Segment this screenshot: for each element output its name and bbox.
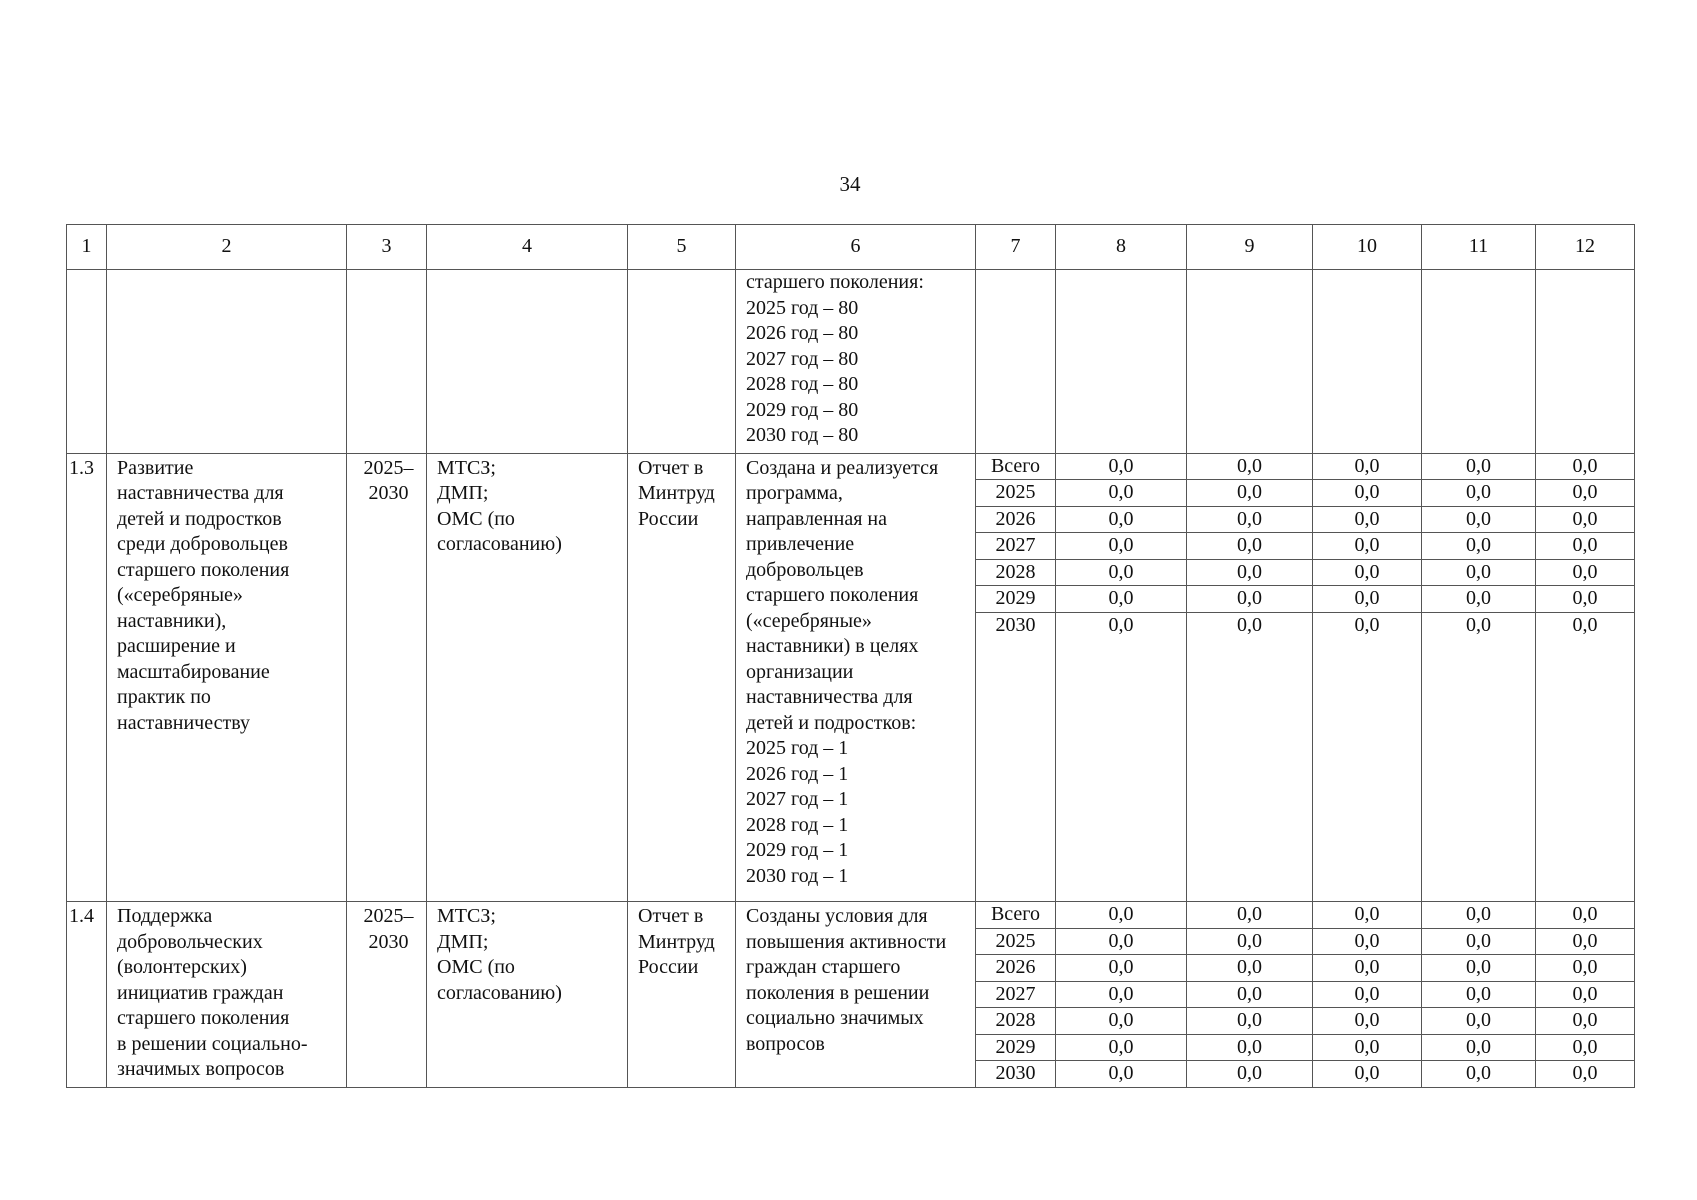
fin-value: 0,0 — [1422, 955, 1535, 982]
activity-name — [107, 902, 346, 1087]
fin-value: 0,0 — [1313, 480, 1421, 507]
executor-line: ДМП; — [437, 930, 489, 953]
fin-value: 0,0 — [1536, 454, 1634, 481]
executor-line: согласованию) — [437, 981, 562, 1004]
fin-values-cell — [1422, 902, 1536, 1088]
fin-value: 0,0 — [1187, 586, 1312, 613]
fin-year: 2025 — [976, 929, 1055, 956]
fin-value: 0,0 — [1422, 454, 1535, 481]
fin-value: 0,0 — [1056, 454, 1186, 481]
result — [736, 902, 975, 1069]
fin-value: 0,0 — [1056, 1008, 1186, 1035]
result-line: социально значимых — [746, 1007, 924, 1029]
continuation-row — [67, 270, 1635, 454]
table-row — [67, 453, 1635, 902]
fin-value: 0,0 — [1536, 586, 1634, 613]
executor-line: МТСЗ; — [437, 905, 496, 927]
fin-values-cell — [1056, 902, 1187, 1088]
fin-value: 0,0 — [1187, 480, 1312, 507]
fin-value: 0,0 — [1466, 1062, 1491, 1084]
fin-year: 2026 — [976, 955, 1055, 982]
report — [628, 454, 735, 537]
name-line: добровольческих — [117, 930, 263, 953]
fin-value: 0,0 — [1536, 1008, 1634, 1035]
report-line: Минтруд — [638, 482, 715, 504]
result-line: 2027 год – 1 — [746, 788, 849, 810]
fin-value: 0,0 — [1536, 1035, 1634, 1062]
fin-value: 0,0 — [1187, 533, 1312, 560]
result-cell — [736, 902, 976, 1088]
fin-values-cell — [1313, 453, 1422, 902]
fin-values-cell — [1536, 902, 1635, 1088]
cont-cell-8 — [1056, 270, 1187, 454]
fin-year: 2026 — [976, 507, 1055, 534]
result-line: 2029 год – 80 — [746, 398, 859, 421]
period-line: 2025– — [363, 905, 414, 927]
result-line: поколения в решении — [746, 981, 930, 1004]
executors-cell — [427, 902, 628, 1088]
fin-value: 0,0 — [1056, 955, 1186, 982]
column-header: 9 — [1187, 225, 1313, 270]
column-header: 2 — [107, 225, 347, 270]
report-line: России — [638, 956, 699, 978]
fin-value: 0,0 — [1536, 480, 1634, 507]
fin-value: 0,0 — [1313, 955, 1421, 982]
fin-value: 0,0 — [1187, 1008, 1312, 1035]
fin-value: 0,0 — [1313, 560, 1421, 587]
column-header: 5 — [628, 225, 736, 270]
fin-value: 0,0 — [1422, 1035, 1535, 1062]
activity-name — [107, 454, 346, 741]
result-line: 2028 год – 1 — [746, 813, 849, 836]
fin-value: 0,0 — [1056, 533, 1186, 560]
fin-value: 0,0 — [1237, 1062, 1262, 1084]
period — [347, 902, 426, 959]
name-line: старшего поколения — [117, 1007, 290, 1029]
fin-value: 0,0 — [1354, 1062, 1380, 1084]
result-line: 2025 год – 80 — [746, 296, 859, 319]
fin-value: 0,0 — [1187, 454, 1312, 481]
period-line: 2025– — [363, 456, 414, 479]
fin-value: 0,0 — [1056, 507, 1186, 534]
fin-value: 0,0 — [1056, 480, 1186, 507]
name-line: детей и подростков — [117, 507, 282, 530]
fin-values-cell — [1056, 453, 1187, 902]
name-line: наставники), — [117, 609, 227, 632]
fin-values-cell — [1422, 453, 1536, 902]
fin-value: 0,0 — [1313, 507, 1421, 534]
fin-value: 0,0 — [1313, 454, 1421, 481]
fin-value: 0,0 — [1572, 613, 1598, 636]
fin-value: 0,0 — [1313, 586, 1421, 613]
fin-values-cell — [1187, 902, 1313, 1088]
fin-value: 0,0 — [1536, 533, 1634, 560]
fin-value: 0,0 — [1313, 1008, 1421, 1035]
period-line: 2030 — [368, 930, 409, 953]
report — [628, 902, 735, 985]
fin-year: Всего — [976, 454, 1055, 481]
cont-cell-12 — [1536, 270, 1635, 454]
row-number-cell — [67, 902, 107, 1088]
result-line: 2029 год – 1 — [746, 839, 849, 861]
fin-value: 0,0 — [1422, 586, 1535, 613]
fin-year: Всего — [976, 902, 1055, 929]
result-line: («серебряные» — [746, 609, 872, 632]
fin-value: 0,0 — [1422, 507, 1535, 534]
executors-cell — [427, 453, 628, 902]
cont-cell-2 — [107, 270, 347, 454]
result-line: организации — [746, 660, 854, 683]
name-line: среди добровольцев — [117, 533, 288, 555]
period-line: 2030 — [368, 482, 409, 504]
result-line: вопросов — [746, 1032, 825, 1055]
fin-value: 0,0 — [1108, 1062, 1134, 1084]
fin-year: 2028 — [976, 560, 1055, 587]
report-cell — [628, 902, 736, 1088]
fin-year: 2030 — [995, 613, 1036, 636]
period-cell — [347, 453, 427, 902]
result-cell — [736, 453, 976, 902]
fin-value: 0,0 — [1187, 929, 1312, 956]
executors — [427, 902, 627, 1010]
row-number: 1.3 — [69, 456, 94, 479]
table-row — [67, 902, 1635, 1088]
fin-value: 0,0 — [1056, 586, 1186, 613]
result-line: 2025 год – 1 — [746, 737, 849, 759]
cont-cell-4 — [427, 270, 628, 454]
fin-value: 0,0 — [1422, 533, 1535, 560]
name-line: (волонтерских) — [117, 956, 247, 978]
fin-value: 0,0 — [1313, 929, 1421, 956]
row-number: 1.4 — [69, 905, 94, 927]
column-header: 3 — [347, 225, 427, 270]
cont-cell-5 — [628, 270, 736, 454]
result-line: 2026 год – 1 — [746, 762, 849, 785]
fin-year: 2027 — [976, 533, 1055, 560]
result-line: Созданы условия для — [746, 905, 928, 927]
cont-cell-9 — [1187, 270, 1313, 454]
result-line: наставничества для — [746, 686, 913, 708]
name-line: значимых вопросов — [117, 1058, 285, 1080]
fin-value: 0,0 — [1422, 902, 1535, 929]
result-line: 2030 год – 80 — [746, 424, 859, 446]
result-line: направленная на — [746, 507, 887, 530]
fin-value: 0,0 — [1187, 982, 1312, 1009]
fin-value: 0,0 — [1313, 982, 1421, 1009]
cont-cell-7 — [976, 270, 1056, 454]
executor-line: согласованию) — [437, 533, 562, 555]
table-body — [67, 270, 1635, 1088]
cont-cell-3 — [347, 270, 427, 454]
fin-value: 0,0 — [1536, 902, 1634, 929]
fin-years-cell — [976, 453, 1056, 902]
name-line: («серебряные» — [117, 584, 243, 606]
column-header: 11 — [1422, 225, 1536, 270]
name-line: в решении социально- — [117, 1032, 308, 1055]
name-line: масштабирование — [117, 660, 270, 683]
result-line: старшего поколения — [746, 584, 919, 606]
fin-value: 0,0 — [1108, 613, 1134, 636]
fin-value: 0,0 — [1572, 1062, 1598, 1084]
column-header: 4 — [427, 225, 628, 270]
report-line: Отчет в — [638, 905, 704, 927]
fin-value: 0,0 — [1313, 533, 1421, 560]
fin-year: 2029 — [976, 586, 1055, 613]
cont-cell-1 — [67, 270, 107, 454]
fin-values-cell — [1187, 453, 1313, 902]
fin-values-cell — [1536, 453, 1635, 902]
executor-line: ДМП; — [437, 482, 489, 504]
fin-value: 0,0 — [1056, 929, 1186, 956]
fin-value: 0,0 — [1536, 507, 1634, 534]
fin-year: 2027 — [976, 982, 1055, 1009]
executor-line: МТСЗ; — [437, 456, 496, 479]
result-line: Создана и реализуется — [746, 456, 939, 479]
column-header: 1 — [67, 225, 107, 270]
column-header: 8 — [1056, 225, 1187, 270]
executors — [427, 454, 627, 562]
result-line: 2030 год – 1 — [746, 864, 849, 887]
fin-value: 0,0 — [1187, 1035, 1312, 1062]
fin-value: 0,0 — [1187, 560, 1312, 587]
column-header: 12 — [1536, 225, 1635, 270]
result-line: добровольцев — [746, 558, 864, 581]
report-cell — [628, 453, 736, 902]
program-table — [66, 224, 1635, 1088]
fin-value: 0,0 — [1422, 480, 1535, 507]
fin-value: 0,0 — [1422, 1008, 1535, 1035]
result-line: наставники) в целях — [746, 635, 919, 657]
fin-value: 0,0 — [1422, 560, 1535, 587]
result-line: 2027 год – 80 — [746, 347, 859, 370]
name-line: расширение и — [117, 635, 236, 657]
fin-value: 0,0 — [1187, 902, 1312, 929]
fin-value: 0,0 — [1536, 955, 1634, 982]
fin-value: 0,0 — [1536, 929, 1634, 956]
result-line: привлечение — [746, 533, 855, 555]
fin-value: 0,0 — [1536, 982, 1634, 1009]
result-line: 2026 год – 80 — [746, 322, 859, 344]
period — [347, 454, 426, 511]
name-line: старшего поколения — [117, 558, 290, 581]
fin-value: 0,0 — [1466, 613, 1491, 636]
row-number-cell — [67, 453, 107, 902]
period-cell — [347, 902, 427, 1088]
name-line: наставничеству — [117, 711, 250, 734]
fin-value: 0,0 — [1237, 613, 1262, 636]
fin-year: 2028 — [976, 1008, 1055, 1035]
fin-value: 0,0 — [1056, 902, 1186, 929]
name-line: Поддержка — [117, 905, 213, 927]
fin-year: 2029 — [976, 1035, 1055, 1062]
fin-year: 2030 — [995, 1062, 1036, 1084]
fin-years-cell — [976, 902, 1056, 1088]
cont-cell-10 — [1313, 270, 1422, 454]
name-line: наставничества для — [117, 482, 284, 504]
column-header: 6 — [736, 225, 976, 270]
fin-value: 0,0 — [1354, 613, 1380, 636]
result-line: 2028 год – 80 — [746, 373, 859, 395]
report-line: Отчет в — [638, 456, 704, 479]
fin-value: 0,0 — [1187, 507, 1312, 534]
report-line: России — [638, 507, 699, 530]
report-line: Минтруд — [638, 930, 715, 953]
result-line: граждан старшего — [746, 956, 901, 978]
fin-value: 0,0 — [1536, 560, 1634, 587]
executor-line: ОМС (по — [437, 956, 515, 978]
fin-value: 0,0 — [1056, 1035, 1186, 1062]
result — [736, 454, 975, 902]
result-line: повышения активности — [746, 930, 947, 953]
column-header: 10 — [1313, 225, 1422, 270]
activity-name-cell — [107, 453, 347, 902]
fin-value: 0,0 — [1313, 902, 1421, 929]
fin-value: 0,0 — [1056, 560, 1186, 587]
fin-year: 2025 — [976, 480, 1055, 507]
header-row — [67, 225, 1635, 270]
fin-value: 0,0 — [1422, 982, 1535, 1009]
executor-line: ОМС (по — [437, 507, 515, 530]
fin-value: 0,0 — [1187, 955, 1312, 982]
fin-value: 0,0 — [1313, 1035, 1421, 1062]
column-header: 7 — [976, 225, 1056, 270]
result-line: старшего поколения: — [746, 271, 924, 293]
activity-name-cell — [107, 902, 347, 1088]
fin-value: 0,0 — [1056, 982, 1186, 1009]
page-number: 34 — [839, 172, 861, 196]
cont-result-cell — [736, 270, 976, 454]
name-line: Развитие — [117, 456, 194, 479]
result-line: детей и подростков: — [746, 711, 917, 734]
result-line: программа, — [746, 482, 843, 504]
cont-cell-11 — [1422, 270, 1536, 454]
fin-value: 0,0 — [1422, 929, 1535, 956]
fin-values-cell — [1313, 902, 1422, 1088]
name-line: практик по — [117, 686, 211, 708]
name-line: инициатив граждан — [117, 981, 284, 1004]
